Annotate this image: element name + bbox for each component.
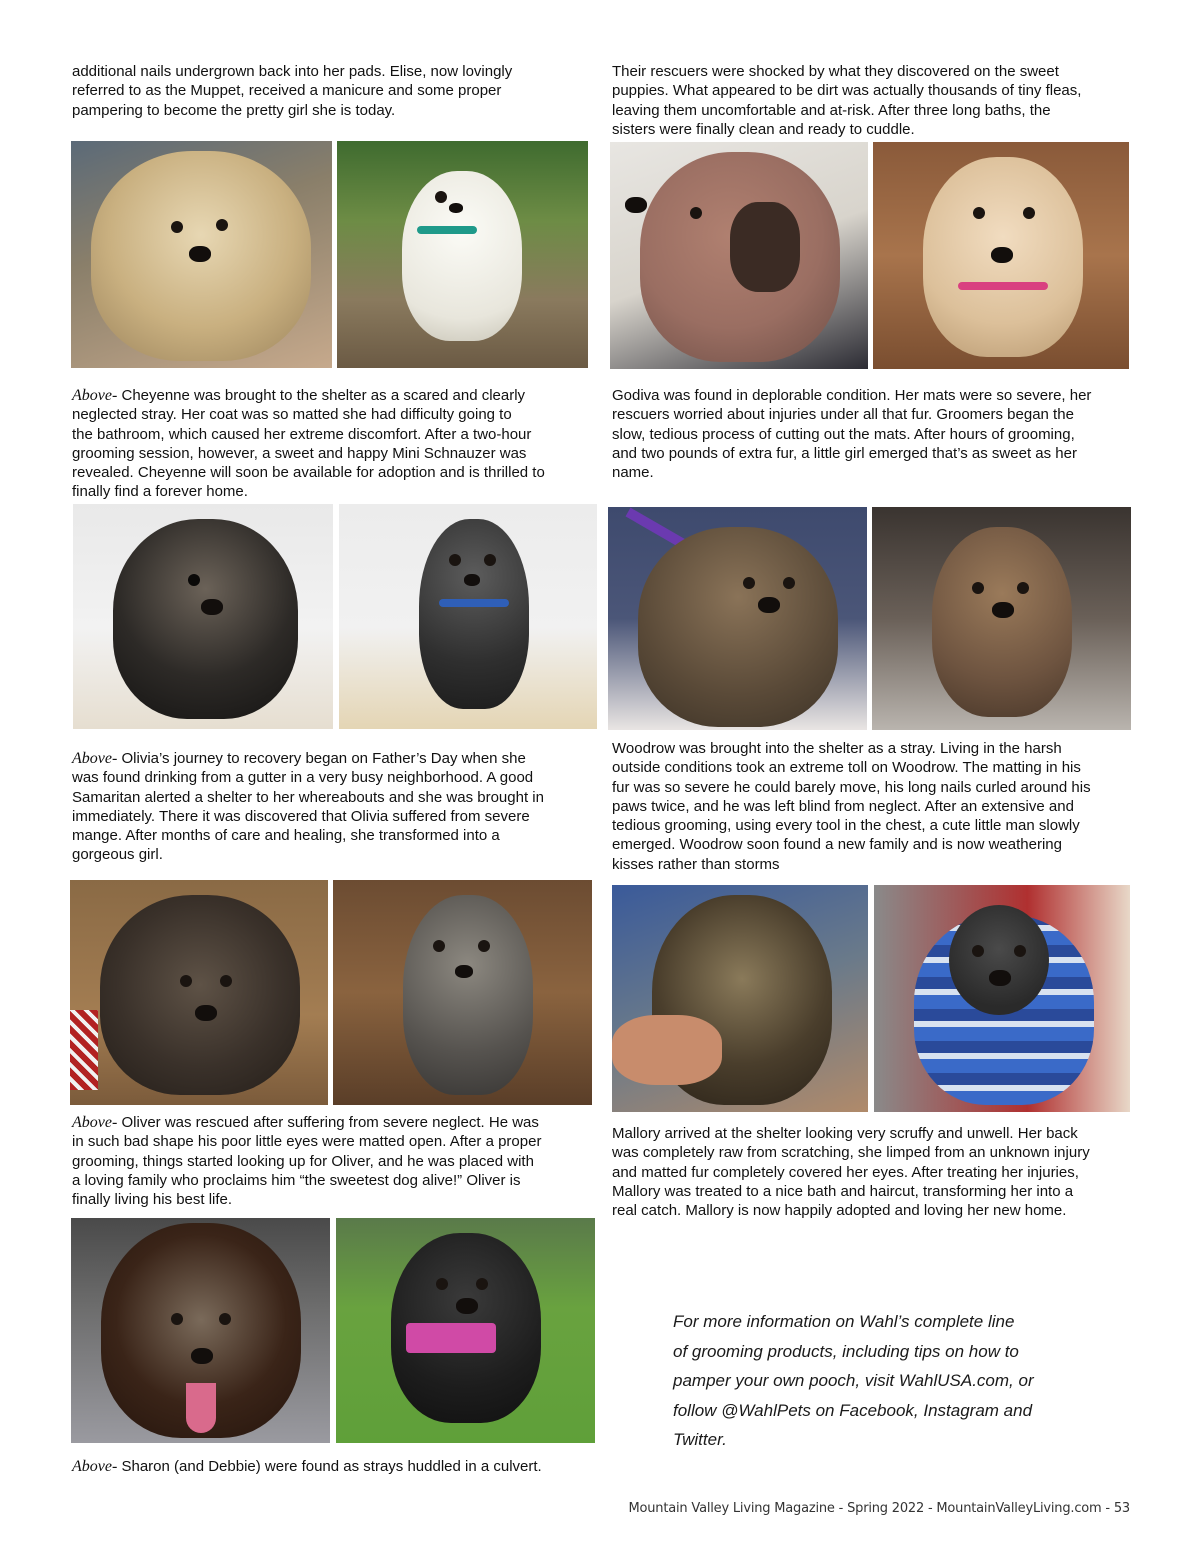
photo-godiva-after [872, 507, 1131, 730]
above-label: Above- [72, 1114, 118, 1131]
caption-godiva: Godiva was found in deplorable condition. Her mats were so severe, her rescuers worried about injuries under all that fur. Groomers began the slow, tedious process of cutting out the mats. After hours of grooming, and two pounds of extra fur, a little girl emerged that’s as sweet as her name. [612, 387, 1092, 482]
caption-mallory: Mallory arrived at the shelter looking very scruffy and unwell. Her back was completely raw from scratching, she limped from an unknown injury and matted fur completely covered her eyes. After treating her injuries, Mallory was treated to a nice bath and haircut, transforming her into a real catch. Mallory is now happily adopted and loving her new home. [612, 1125, 1090, 1220]
intro-text-right: Their rescuers were shocked by what they discovered on the sweet puppies. What appeared to be dirt was actually thousands of tiny fleas, leaving them uncomfortable and at-risk. After three long baths, the sisters were finally clean and ready to cuddle. [612, 63, 1082, 138]
promo-text: For more information on Wahl’s complete line of grooming products, including tips on how to pamper your own pooch, visit WahlUSA.com, or follow @WahlPets on Facebook, Instagram and Twitter. [673, 1312, 1034, 1449]
photo-cheyenne-before [71, 141, 332, 368]
caption-sharon: Above- Sharon (and Debbie) were found as strays huddled in a culvert. [72, 1458, 542, 1475]
photo-godiva-before [608, 507, 867, 730]
photo-sisters-before [610, 142, 868, 369]
caption-cheyenne: Above- Cheyenne was brought to the shelter as a scared and clearly neglected stray. Her coat was so matted she had difficulty going to the bathroom, which caused her extreme discomfort. After a two-hour grooming session, however, a sweet and happy Mini Schnauzer was revealed. Cheyenne will soon be available for adoption and is thrilled to finally find a forever home. [72, 387, 545, 501]
photo-sharon-after [336, 1218, 595, 1443]
intro-text-left: additional nails undergrown back into her pads. Elise, now lovingly referred to as the Muppet, received a manicure and some proper pampering to become the pretty girl she is today. [72, 63, 513, 119]
above-label: Above- [72, 387, 118, 404]
above-label: Above- [72, 1458, 118, 1475]
photo-sisters-after [873, 142, 1129, 369]
photo-oliver-before [70, 880, 328, 1105]
above-label: Above- [72, 750, 118, 767]
photo-olivia-after [339, 504, 597, 729]
photo-oliver-after [333, 880, 592, 1105]
caption-woodrow: Woodrow was brought into the shelter as a stray. Living in the harsh outside conditions took an extreme toll on Woodrow. The matting in his fur was so severe he could barely move, his long nails curled around his paws twice, and he was left blind from neglect. After an extensive and tedious grooming, using every tool in the chest, a cute little man slowly emerged. Woodrow soon found a new family and is now weathering kisses rather than storms [612, 740, 1091, 873]
photo-cheyenne-after [337, 141, 588, 368]
photo-woodrow-before [612, 885, 868, 1112]
page-footer: Mountain Valley Living Magazine - Spring 2022 - MountainValleyLiving.com - 53 [628, 1501, 1130, 1516]
photo-sharon-before [71, 1218, 330, 1443]
photo-woodrow-after [874, 885, 1130, 1112]
photo-olivia-before [73, 504, 333, 729]
caption-olivia: Above- Olivia’s journey to recovery began on Father’s Day when she was found drinking from a gutter in a very busy neighborhood. A good Samaritan alerted a shelter to her whereabouts and she was brought in immediately. There it was discovered that Olivia suffered from severe mange. After months of care and healing, she transformed into a gorgeous girl. [72, 750, 544, 864]
caption-oliver: Above- Oliver was rescued after suffering from severe neglect. He was in such bad shape his poor little eyes were matted open. After a proper grooming, things started looking up for Oliver, and he was placed with a loving family who proclaims him “the sweetest dog alive!” Oliver is finally living his best life. [72, 1114, 542, 1209]
